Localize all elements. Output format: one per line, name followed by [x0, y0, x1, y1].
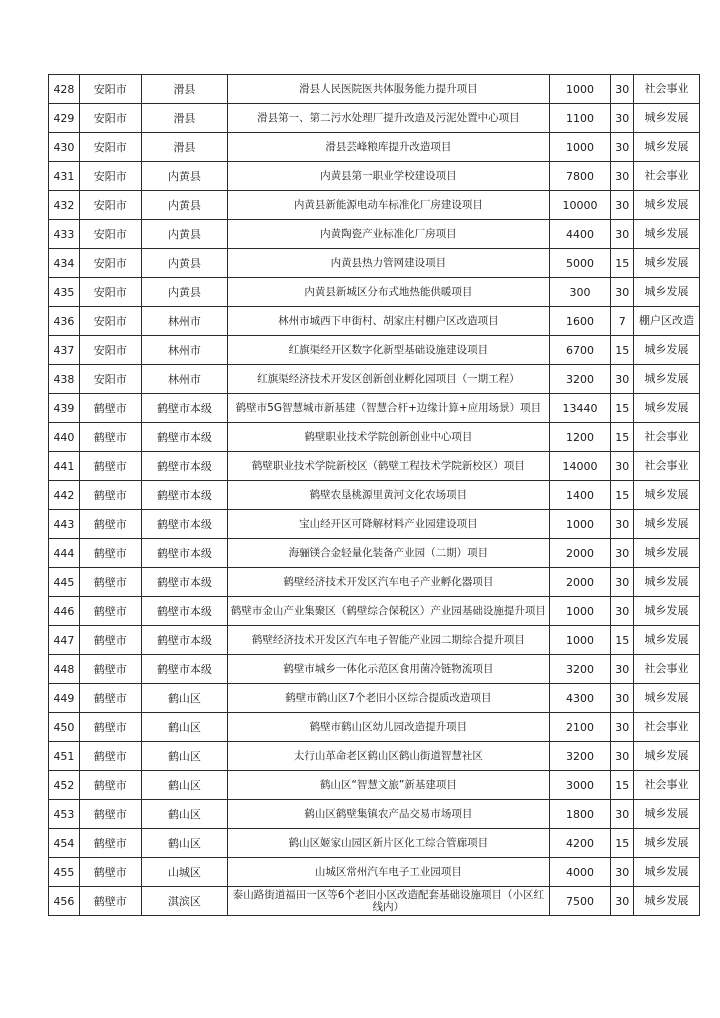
- table-row: [49, 365, 700, 394]
- county-cell: 山城区: [141, 858, 228, 887]
- county-cell: 鹤壁市本级: [141, 481, 228, 510]
- table-row: [49, 75, 700, 104]
- category-cell: 城乡发展: [634, 336, 700, 365]
- amount-cell: 4300: [549, 684, 611, 713]
- table-row: [49, 394, 700, 423]
- years-cell: 7: [611, 307, 634, 336]
- project-name-cell: 内黄县新能源电动车标准化厂房建设项目: [228, 191, 549, 220]
- project-name-cell: 鹤山区鹤壁集镇农产品交易市场项目: [228, 800, 549, 829]
- table-row: [49, 191, 700, 220]
- years-cell: 15: [611, 481, 634, 510]
- years-cell: 30: [611, 684, 634, 713]
- county-cell: 内黄县: [141, 278, 228, 307]
- project-name-cell: 鹤山区“智慧文旅”新基建项目: [228, 771, 549, 800]
- row-number: 453: [49, 800, 80, 829]
- table-row: [49, 452, 700, 481]
- table-row: [49, 626, 700, 655]
- county-cell: 内黄县: [141, 162, 228, 191]
- amount-cell: 3200: [549, 655, 611, 684]
- project-name-cell: 内黄县热力管网建设项目: [228, 249, 549, 278]
- project-name-cell: 鹤壁市鹤山区幼儿园改造提升项目: [228, 713, 549, 742]
- city-cell: 鹤壁市: [79, 713, 141, 742]
- row-number: 450: [49, 713, 80, 742]
- category-cell: 棚户区改造: [634, 307, 700, 336]
- project-name-cell: 滑县第一、第二污水处理厂提升改造及污泥处置中心项目: [228, 104, 549, 133]
- city-cell: 安阳市: [79, 75, 141, 104]
- county-cell: 鹤山区: [141, 829, 228, 858]
- project-name-cell: 鹤山区姬家山园区新片区化工综合管廊项目: [228, 829, 549, 858]
- city-cell: 鹤壁市: [79, 452, 141, 481]
- county-cell: 淇滨区: [141, 887, 228, 916]
- county-cell: 鹤壁市本级: [141, 394, 228, 423]
- table-row: [49, 133, 700, 162]
- amount-cell: 1400: [549, 481, 611, 510]
- years-cell: 30: [611, 568, 634, 597]
- city-cell: 鹤壁市: [79, 510, 141, 539]
- category-cell: 社会事业: [634, 75, 700, 104]
- row-number: 436: [49, 307, 80, 336]
- table-row: [49, 278, 700, 307]
- years-cell: 30: [611, 655, 634, 684]
- category-cell: 城乡发展: [634, 510, 700, 539]
- table-row: [49, 742, 700, 771]
- amount-cell: 6700: [549, 336, 611, 365]
- city-cell: 安阳市: [79, 104, 141, 133]
- table-row: [49, 481, 700, 510]
- years-cell: 30: [611, 713, 634, 742]
- amount-cell: 1000: [549, 510, 611, 539]
- category-cell: 城乡发展: [634, 191, 700, 220]
- county-cell: 鹤壁市本级: [141, 452, 228, 481]
- category-cell: 城乡发展: [634, 365, 700, 394]
- county-cell: 鹤壁市本级: [141, 597, 228, 626]
- years-cell: 30: [611, 452, 634, 481]
- table-row: [49, 713, 700, 742]
- row-number: 444: [49, 539, 80, 568]
- city-cell: 鹤壁市: [79, 684, 141, 713]
- table-row: [49, 597, 700, 626]
- years-cell: 30: [611, 858, 634, 887]
- project-name-cell: 山城区常州汽车电子工业园项目: [228, 858, 549, 887]
- row-number: 428: [49, 75, 80, 104]
- row-number: 437: [49, 336, 80, 365]
- city-cell: 鹤壁市: [79, 858, 141, 887]
- years-cell: 15: [611, 771, 634, 800]
- amount-cell: 2100: [549, 713, 611, 742]
- county-cell: 滑县: [141, 75, 228, 104]
- amount-cell: 3200: [549, 742, 611, 771]
- county-cell: 鹤山区: [141, 742, 228, 771]
- project-name-cell: 鹤壁市鹤山区7个老旧小区综合提质改造项目: [228, 684, 549, 713]
- table-row: [49, 162, 700, 191]
- years-cell: 30: [611, 365, 634, 394]
- table-row: [49, 829, 700, 858]
- row-number: 446: [49, 597, 80, 626]
- amount-cell: 1600: [549, 307, 611, 336]
- project-name-cell: 鹤壁职业技术学院新校区（鹤壁工程技术学院新校区）项目: [228, 452, 549, 481]
- years-cell: 30: [611, 800, 634, 829]
- table-row: [49, 800, 700, 829]
- row-number: 440: [49, 423, 80, 452]
- table-row: [49, 771, 700, 800]
- category-cell: 城乡发展: [634, 104, 700, 133]
- county-cell: 鹤壁市本级: [141, 423, 228, 452]
- category-cell: 社会事业: [634, 655, 700, 684]
- city-cell: 安阳市: [79, 365, 141, 394]
- category-cell: 城乡发展: [634, 539, 700, 568]
- project-name-cell: 鹤壁职业技术学院创新创业中心项目: [228, 423, 549, 452]
- category-cell: 城乡发展: [634, 133, 700, 162]
- years-cell: 30: [611, 75, 634, 104]
- county-cell: 内黄县: [141, 220, 228, 249]
- years-cell: 30: [611, 510, 634, 539]
- county-cell: 林州市: [141, 365, 228, 394]
- amount-cell: 13440: [549, 394, 611, 423]
- years-cell: 30: [611, 191, 634, 220]
- city-cell: 鹤壁市: [79, 597, 141, 626]
- row-number: 441: [49, 452, 80, 481]
- city-cell: 鹤壁市: [79, 771, 141, 800]
- project-name-cell: 红旗渠经开区数字化新型基础设施建设项目: [228, 336, 549, 365]
- category-cell: 城乡发展: [634, 568, 700, 597]
- project-name-cell: 鹤壁农垦桃源里黄河文化农场项目: [228, 481, 549, 510]
- amount-cell: 1000: [549, 133, 611, 162]
- category-cell: 城乡发展: [634, 742, 700, 771]
- category-cell: 社会事业: [634, 771, 700, 800]
- county-cell: 林州市: [141, 336, 228, 365]
- city-cell: 鹤壁市: [79, 539, 141, 568]
- row-number: 431: [49, 162, 80, 191]
- category-cell: 城乡发展: [634, 481, 700, 510]
- amount-cell: 1000: [549, 626, 611, 655]
- years-cell: 15: [611, 423, 634, 452]
- row-number: 448: [49, 655, 80, 684]
- amount-cell: 7500: [549, 887, 611, 916]
- project-name-cell: 鹤壁经济技术开发区汽车电子智能产业园二期综合提升项目: [228, 626, 549, 655]
- amount-cell: 1000: [549, 597, 611, 626]
- table-row: [49, 684, 700, 713]
- city-cell: 鹤壁市: [79, 829, 141, 858]
- years-cell: 15: [611, 336, 634, 365]
- county-cell: 鹤山区: [141, 684, 228, 713]
- table-row: [49, 887, 700, 916]
- row-number: 456: [49, 887, 80, 916]
- category-cell: 城乡发展: [634, 684, 700, 713]
- city-cell: 鹤壁市: [79, 626, 141, 655]
- years-cell: 30: [611, 887, 634, 916]
- amount-cell: 300: [549, 278, 611, 307]
- years-cell: 30: [611, 597, 634, 626]
- amount-cell: 1200: [549, 423, 611, 452]
- project-name-cell: 鹤壁经济技术开发区汽车电子产业孵化器项目: [228, 568, 549, 597]
- amount-cell: 3200: [549, 365, 611, 394]
- project-name-cell: 海骊镁合金轻量化装备产业园（二期）项目: [228, 539, 549, 568]
- years-cell: 30: [611, 742, 634, 771]
- row-number: 451: [49, 742, 80, 771]
- city-cell: 安阳市: [79, 336, 141, 365]
- row-number: 449: [49, 684, 80, 713]
- project-name-cell: 鹤壁市金山产业集聚区（鹤壁综合保税区）产业园基础设施提升项目: [228, 597, 549, 626]
- category-cell: 城乡发展: [634, 626, 700, 655]
- city-cell: 安阳市: [79, 249, 141, 278]
- row-number: 434: [49, 249, 80, 278]
- amount-cell: 7800: [549, 162, 611, 191]
- row-number: 429: [49, 104, 80, 133]
- category-cell: 社会事业: [634, 713, 700, 742]
- years-cell: 30: [611, 162, 634, 191]
- years-cell: 30: [611, 539, 634, 568]
- county-cell: 鹤壁市本级: [141, 655, 228, 684]
- row-number: 435: [49, 278, 80, 307]
- table-row: [49, 539, 700, 568]
- county-cell: 鹤壁市本级: [141, 568, 228, 597]
- table-row: [49, 568, 700, 597]
- project-name-cell: 林州市城西下申街村、胡家庄村棚户区改造项目: [228, 307, 549, 336]
- amount-cell: 4000: [549, 858, 611, 887]
- table-row: [49, 510, 700, 539]
- table-row: [49, 307, 700, 336]
- row-number: 442: [49, 481, 80, 510]
- project-name-cell: 滑县人民医院医共体服务能力提升项目: [228, 75, 549, 104]
- table-body: [49, 75, 700, 916]
- years-cell: 30: [611, 220, 634, 249]
- category-cell: 城乡发展: [634, 220, 700, 249]
- city-cell: 鹤壁市: [79, 423, 141, 452]
- city-cell: 安阳市: [79, 162, 141, 191]
- amount-cell: 2000: [549, 539, 611, 568]
- county-cell: 鹤山区: [141, 713, 228, 742]
- county-cell: 内黄县: [141, 191, 228, 220]
- category-cell: 城乡发展: [634, 597, 700, 626]
- amount-cell: 14000: [549, 452, 611, 481]
- county-cell: 鹤山区: [141, 771, 228, 800]
- table-row: [49, 220, 700, 249]
- row-number: 432: [49, 191, 80, 220]
- row-number: 430: [49, 133, 80, 162]
- project-name-cell: 内黄县第一职业学校建设项目: [228, 162, 549, 191]
- project-name-cell: 内黄县新城区分布式地热能供暖项目: [228, 278, 549, 307]
- project-name-cell: 鹤壁市城乡一体化示范区食用菌冷链物流项目: [228, 655, 549, 684]
- city-cell: 鹤壁市: [79, 800, 141, 829]
- county-cell: 鹤壁市本级: [141, 510, 228, 539]
- amount-cell: 5000: [549, 249, 611, 278]
- city-cell: 鹤壁市: [79, 481, 141, 510]
- years-cell: 15: [611, 249, 634, 278]
- city-cell: 安阳市: [79, 133, 141, 162]
- row-number: 454: [49, 829, 80, 858]
- category-cell: 社会事业: [634, 452, 700, 481]
- project-name-cell: 红旗渠经济技术开发区创新创业孵化园项目（一期工程）: [228, 365, 549, 394]
- row-number: 433: [49, 220, 80, 249]
- city-cell: 鹤壁市: [79, 568, 141, 597]
- row-number: 443: [49, 510, 80, 539]
- city-cell: 鹤壁市: [79, 742, 141, 771]
- table-row: [49, 249, 700, 278]
- category-cell: 社会事业: [634, 162, 700, 191]
- project-name-cell: 内黄陶瓷产业标准化厂房项目: [228, 220, 549, 249]
- amount-cell: 10000: [549, 191, 611, 220]
- row-number: 438: [49, 365, 80, 394]
- project-name-cell: 滑县芸峰粮库提升改造项目: [228, 133, 549, 162]
- years-cell: 30: [611, 278, 634, 307]
- project-name-cell: 泰山路街道福田一区等6个老旧小区改造配套基础设施项目（小区红线内）: [228, 887, 549, 916]
- category-cell: 城乡发展: [634, 858, 700, 887]
- city-cell: 安阳市: [79, 220, 141, 249]
- years-cell: 30: [611, 133, 634, 162]
- category-cell: 城乡发展: [634, 278, 700, 307]
- county-cell: 鹤壁市本级: [141, 626, 228, 655]
- county-cell: 鹤壁市本级: [141, 539, 228, 568]
- county-cell: 林州市: [141, 307, 228, 336]
- category-cell: 城乡发展: [634, 394, 700, 423]
- project-name-cell: 鹤壁市5G智慧城市新基建（智慧合杆+边缘计算+应用场景）项目: [228, 394, 549, 423]
- amount-cell: 4200: [549, 829, 611, 858]
- row-number: 455: [49, 858, 80, 887]
- row-number: 439: [49, 394, 80, 423]
- category-cell: 城乡发展: [634, 887, 700, 916]
- years-cell: 15: [611, 626, 634, 655]
- project-name-cell: 太行山革命老区鹤山区鹤山街道智慧社区: [228, 742, 549, 771]
- project-name-cell: 宝山经开区可降解材料产业园建设项目: [228, 510, 549, 539]
- county-cell: 滑县: [141, 104, 228, 133]
- city-cell: 安阳市: [79, 191, 141, 220]
- table-row: [49, 655, 700, 684]
- category-cell: 城乡发展: [634, 800, 700, 829]
- project-table: [48, 74, 700, 916]
- category-cell: 社会事业: [634, 423, 700, 452]
- city-cell: 安阳市: [79, 278, 141, 307]
- category-cell: 城乡发展: [634, 249, 700, 278]
- row-number: 452: [49, 771, 80, 800]
- amount-cell: 1000: [549, 75, 611, 104]
- amount-cell: 2000: [549, 568, 611, 597]
- category-cell: 城乡发展: [634, 829, 700, 858]
- amount-cell: 4400: [549, 220, 611, 249]
- row-number: 445: [49, 568, 80, 597]
- years-cell: 15: [611, 829, 634, 858]
- years-cell: 30: [611, 104, 634, 133]
- amount-cell: 3000: [549, 771, 611, 800]
- years-cell: 15: [611, 394, 634, 423]
- city-cell: 鹤壁市: [79, 655, 141, 684]
- amount-cell: 1800: [549, 800, 611, 829]
- county-cell: 内黄县: [141, 249, 228, 278]
- table-row: [49, 336, 700, 365]
- city-cell: 安阳市: [79, 307, 141, 336]
- city-cell: 鹤壁市: [79, 887, 141, 916]
- table-row: [49, 858, 700, 887]
- county-cell: 鹤山区: [141, 800, 228, 829]
- city-cell: 鹤壁市: [79, 394, 141, 423]
- table-row: [49, 423, 700, 452]
- amount-cell: 1100: [549, 104, 611, 133]
- table-row: [49, 104, 700, 133]
- county-cell: 滑县: [141, 133, 228, 162]
- row-number: 447: [49, 626, 80, 655]
